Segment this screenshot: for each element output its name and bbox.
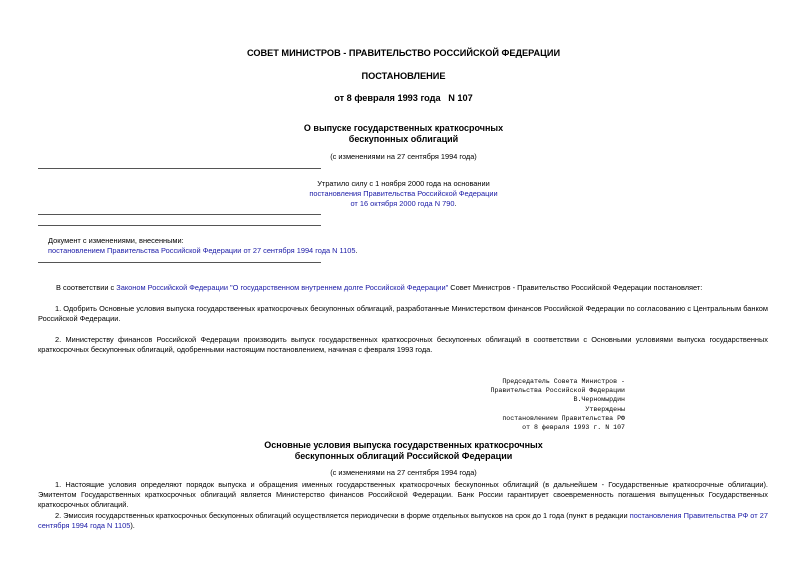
intro-prefix: В соответствии с xyxy=(56,283,117,292)
amended-by-end-dot: . xyxy=(355,245,358,255)
conditions-p2-end: ). xyxy=(130,520,135,530)
status-end-dot: . xyxy=(454,198,457,208)
intro-paragraph xyxy=(56,283,776,293)
signature-line-2: Правительства Российской Федерации xyxy=(490,387,625,395)
conditions-p2-text: 2. Эмиссия государственных краткосрочных бескупонных облигаций осуществляется периодически в форме отдельных выпусков на срок до 1 года (пункт в редакции xyxy=(55,511,630,520)
paragraph-1: 1. Одобрить Основные условия выпуска государственных краткосрочных бескупонных облигаций, разработанные Министерством финансов Российской Федерации по согласованию с Центральным банком Российской Федерации. xyxy=(38,304,768,323)
status-block xyxy=(270,179,537,209)
changes-note: (с изменениями на 27 сентября 1994 года) xyxy=(330,152,477,161)
signature-block xyxy=(430,377,625,404)
status-line-1: Утратило силу с 1 ноября 2000 года на основании xyxy=(317,179,490,188)
paragraph-2: 2. Министерству финансов Российской Федерации производить выпуск государственных краткосрочных бескупонных облигаций в соответствии с Основными условиями выпуска государственных краткосрочных бескупонных облигаций, одобренными настоящим постановлением, начиная с февраля 1993 года. xyxy=(38,335,768,354)
intro-suffix: Совет Министров - Правительство Российской Федерации постановляет: xyxy=(448,283,703,292)
divider-top xyxy=(38,168,321,169)
date-number-heading: от 8 февраля 1993 года N 107 xyxy=(334,93,473,103)
divider-mid-2 xyxy=(38,225,321,226)
conditions-title-line-2: бескупонных облигаций Российской Федерации xyxy=(294,451,513,461)
approval-block xyxy=(430,405,625,432)
debt-law-link[interactable]: Законом Российской Федерации "О государственном внутреннем долге Российской Федерации" xyxy=(116,283,449,292)
signature-name: В.Черномырдин xyxy=(573,396,625,404)
approval-line-2: постановлением Правительства РФ xyxy=(502,415,625,423)
amended-by-label: Документ с изменениями, внесенными: xyxy=(48,236,184,245)
repeal-decree-link-line-1[interactable]: постановления Правительства Российской Федерации xyxy=(309,188,498,198)
conditions-changes-note: (с изменениями на 27 сентября 1994 года) xyxy=(330,468,477,477)
conditions-paragraph-2 xyxy=(38,511,768,531)
approval-line-1: Утверждены xyxy=(585,406,625,413)
conditions-title-line-1: Основные условия выпуска государственных краткосрочных xyxy=(264,440,543,450)
divider-bottom xyxy=(38,262,321,263)
conditions-paragraph-1: 1. Настоящие условия определяют порядок выпуска и обращения именных государственных краткосрочных бескупонных облигаций (в дальнейшем - Государственные краткосрочные облигации). Эмитентом Государственных краткосрочных облигаций является Министерство финансов Российской Федерации. Банк России гарантирует своевременность погашения выпущенных Государственных краткосрочных облигаций. xyxy=(38,480,768,509)
divider-mid-1 xyxy=(38,214,321,215)
amendment-decree-link[interactable]: постановлением Правительства Российской Федерации от 27 сентября 1994 года N 1105 xyxy=(48,245,356,255)
amended-by-block xyxy=(48,236,448,256)
title-line-2: бескупонных облигаций xyxy=(348,134,459,144)
approval-line-3: от 8 февраля 1993 г. N 107 xyxy=(522,424,625,432)
conditions-amendment-link[interactable]: постановления Правительства РФ от 27 сентября 1994 года N 1105 xyxy=(38,511,768,530)
title-line-1: О выпуске государственных краткосрочных xyxy=(303,123,504,133)
doc-type-heading: ПОСТАНОВЛЕНИЕ xyxy=(361,71,446,81)
org-heading: СОВЕТ МИНИСТРОВ - ПРАВИТЕЛЬСТВО РОССИЙСКОЙ ФЕДЕРАЦИИ xyxy=(246,48,561,58)
signature-line-1: Председатель Совета Министров - xyxy=(502,378,625,385)
repeal-decree-link-line-2[interactable]: от 16 октября 2000 года N 790 xyxy=(350,198,455,208)
